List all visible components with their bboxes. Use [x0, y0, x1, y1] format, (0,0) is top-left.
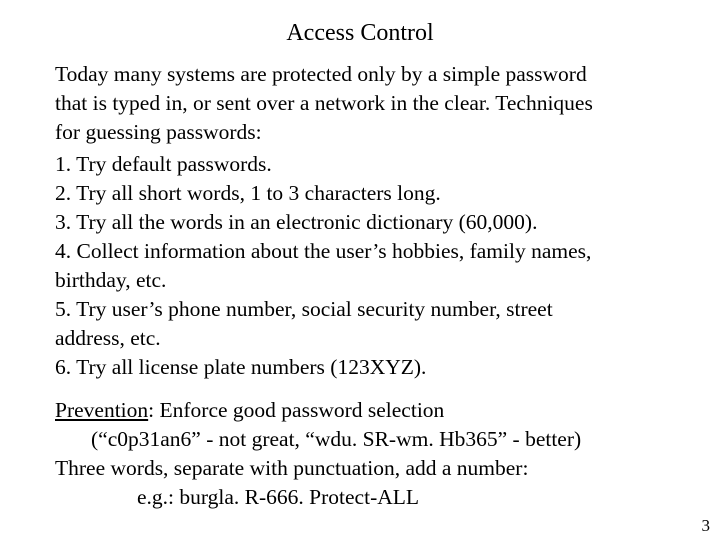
technique-item: 5. Try user’s phone number, social security number, street [55, 297, 553, 321]
technique-item: 2. Try all short words, 1 to 3 characters long. [55, 181, 441, 205]
prevention-section [55, 396, 695, 512]
intro-line: that is typed in, or sent over a network in the clear. Techniques [55, 91, 593, 115]
technique-item: 4. Collect information about the user’s hobbies, family names, [55, 239, 592, 263]
technique-item: address, etc. [55, 326, 161, 350]
technique-item: birthday, etc. [55, 268, 167, 292]
techniques-list [55, 150, 695, 382]
intro-line: Today many systems are protected only by a simple password [55, 62, 587, 86]
prevention-examples: (“c0p31an6” - not great, “wdu. SR-wm. Hb365” - better) [91, 427, 582, 451]
slide-title: Access Control [286, 20, 434, 46]
intro-paragraph [55, 60, 695, 147]
prevention-example-password: e.g.: burgla. R-666. Protect-ALL [137, 485, 420, 509]
prevention-advice: Three words, separate with punctuation, add a number: [55, 456, 529, 480]
technique-item: 1. Try default passwords. [55, 152, 272, 176]
technique-item: 3. Try all the words in an electronic dictionary (60,000). [55, 210, 538, 234]
intro-line: for guessing passwords: [55, 120, 262, 144]
technique-item: 6. Try all license plate numbers (123XYZ). [55, 355, 427, 379]
page-number: 3 [701, 516, 710, 535]
prevention-text: : Enforce good password selection [148, 398, 445, 422]
prevention-label: Prevention [55, 398, 149, 422]
prevention-heading [55, 396, 695, 425]
